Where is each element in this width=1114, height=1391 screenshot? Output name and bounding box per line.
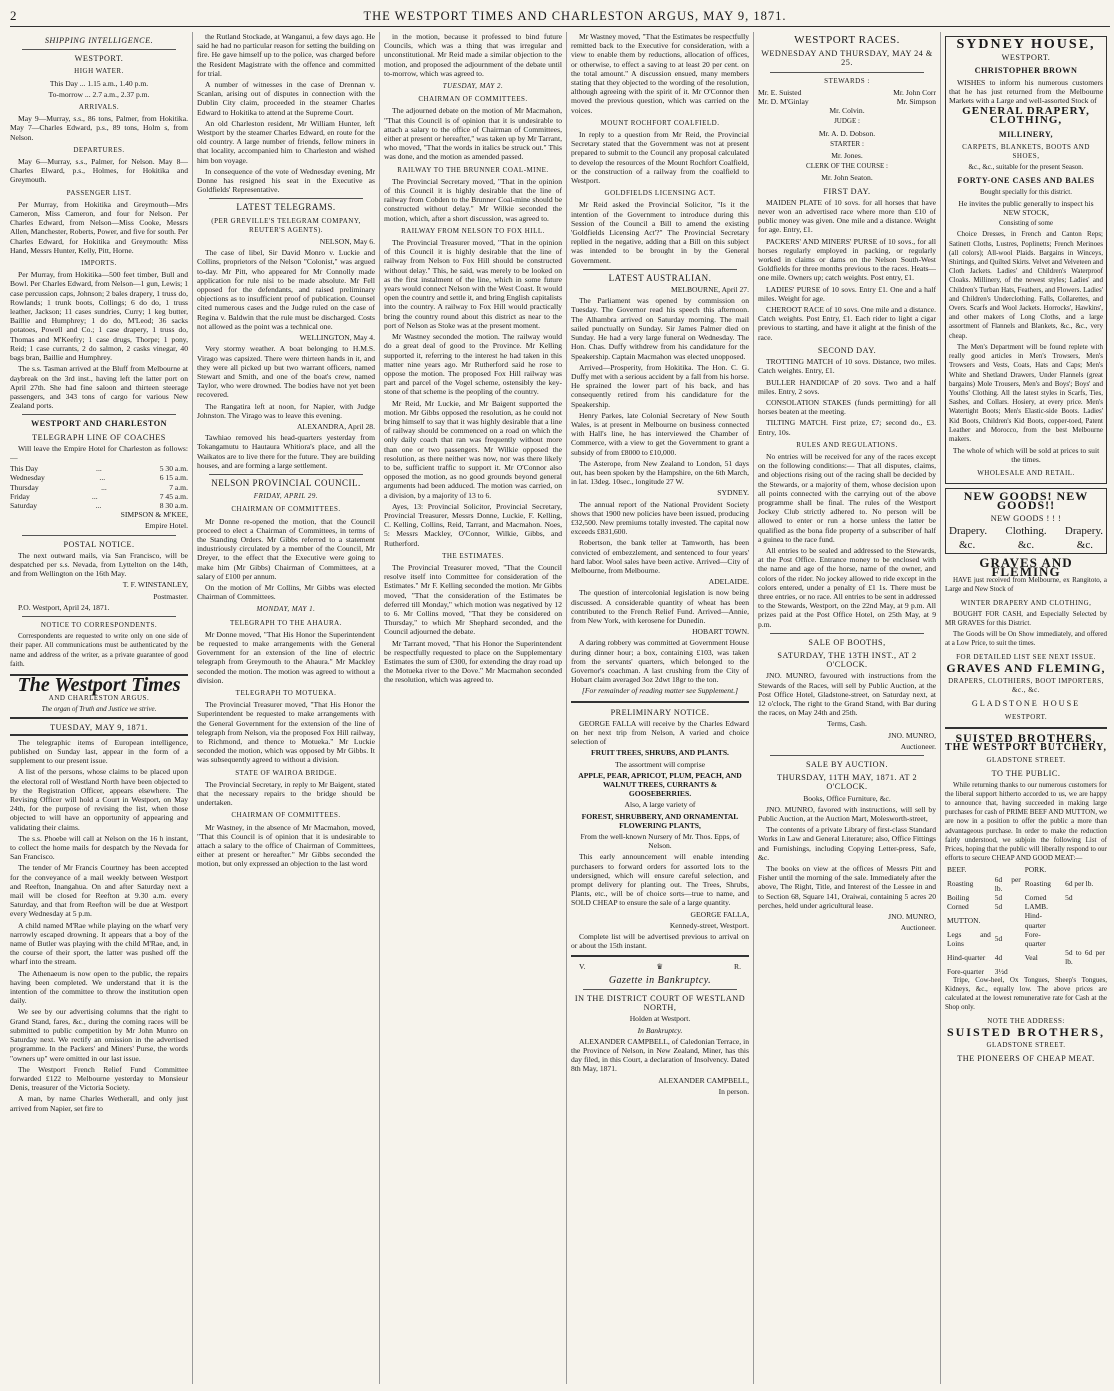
council-text: The Provincial Treasurer moved, "That the Council resolve itself into Committee for consideration of the Estimates." Mr F. Kelling seconded the motion. Mr Gibbs moved, "That the consideration of the Estimates be deferred till Monday," which motion was negatived by 12 to 6. Mr Collins moved, "That they be considered on Thursday," to which Mr Shephard seconded, and the Council adjourned the debate. <box>384 562 562 637</box>
masthead: THE WESTPORT TIMES AND CHARLESTON ARGUS, MAY 9, 1871. <box>363 8 787 23</box>
paper-subtitle: AND CHARLESTON ARGUS. <box>48 694 150 703</box>
coach-signature-place: Empire Hotel. <box>144 521 188 531</box>
stewards-row: Mr. D. M'Ginlay Mr. Simpson <box>758 97 936 107</box>
sydney-house-wholesale: WHOLESALE AND RETAIL. <box>977 468 1075 477</box>
editorial-paragraph: A man, by name Charles Wetherall, and only just arrived from Napier, set fire to <box>10 1094 188 1113</box>
preliminary-heading: APPLE, PEAR, APRICOT, PLUM, PEACH, AND WALNUT TREES, CURRANTS & GOOSEBERRIES. <box>578 770 742 799</box>
sydney-house-headline: GENERAL DRAPERY, CLOTHING, <box>962 105 1090 127</box>
clerk-name: Mr. John Seaton. <box>821 173 873 183</box>
booths-terms: Terms, Cash. <box>827 719 867 729</box>
preliminary-signature: GEORGE FALLA, <box>690 909 749 919</box>
column-rule <box>753 32 754 1384</box>
editorial-paragraph: The Westport French Relief Fund Committee forwarded £122 to Melbourne yesterday to Monsieur Denis, treasurer of the Victoria Society. <box>10 1064 188 1093</box>
high-water-today: This Day ... 1.15 a.m., 1.40 p.m. <box>49 78 149 88</box>
judge-name: Mr. A. D. Dobson. <box>818 128 876 138</box>
telegrams-title: LATEST TELEGRAMS. <box>236 202 336 213</box>
race-entry: PACKERS' AND MINERS' PURSE of 10 sovs., for all horses regularly employed in packing, or regularly worked in claims or dams on the Nelson South-West Goldfields for three months previous to the races. Heats—one mile. Owners up; catch weights. Post entry, £1. <box>758 236 936 283</box>
gladstone-house: GLADSTONE HOUSE <box>971 699 1081 709</box>
departures-title: DEPARTURES. <box>73 145 125 154</box>
coach-row: Saturday ... 8 30 a.m. <box>10 500 188 510</box>
steward-name: Mr. Colvin. <box>829 106 865 116</box>
sydney-house-text: He invites the public generally to inspect his NEW STOCK, <box>958 198 1094 218</box>
council-subtitle: MOUNT ROCHFORT COALFIELD. <box>600 118 720 127</box>
dateline: ALEXANDRA, April 28. <box>296 421 375 431</box>
australian-text: The annual report of the National Provident Society shows that 1900 new policies have been issued, producing £32,500. New premiums totally invested. The capital now exceeds £831,600. <box>571 499 749 537</box>
page-header <box>10 6 1110 27</box>
shipping-title: SHIPPING INTELLIGENCE. <box>44 36 154 45</box>
rules-text: No entries will be received for any of the races except on the following conditions:— That all disputes, claims, and objections rising out of the racing shall be decided by the Stewards, or a majority of them, whose decision upon all points connected with the carrying out of the above programme shall be final. The rules of the Westport Jockey Club strictly adhered to. No person will be allowed to enter or run a horse unless the latter be qualified as the bona fide property of a subscriber of half a guinea to the race fund. <box>758 451 936 544</box>
council-date: FRIDAY, APRIL 29. <box>253 492 319 501</box>
council-text: Mr Donne moved, "That His Honor the Superintendent be requested to make arrangements with the General Government for an extension of the line of electric telegraph from Greymouth to the Ahaura." Mr Mackley seconded the motion. The motion was agreed to without a division. <box>197 629 375 685</box>
graves-fleming-note: FOR DETAILED LIST SEE NEXT ISSUE. <box>956 652 1096 661</box>
council-subtitle: RAILWAY TO THE BRUNNER COAL-MINE. <box>397 165 549 174</box>
sydney-house-cases: FORTY-ONE CASES AND BALES <box>957 176 1095 186</box>
graves-fleming-trade: DRAPERS, CLOTHIERS, BOOT IMPORTERS, &c., &c. <box>948 676 1104 695</box>
arrivals-text: May 9—Murray, s.s., 86 tons, Palmer, from Hokitika. May 7—Charles Edward, p.s., 89 tons, Holm s, from Nelson. <box>10 114 188 142</box>
coach-row: Friday ... 7 45 a.m. <box>10 491 188 501</box>
sydney-house-millinery: MILLINERY, <box>998 129 1054 139</box>
postal-signature-title: Postmaster. <box>153 591 188 601</box>
stewards-row: Mr. E. Suisted Mr. John Corr <box>758 87 936 97</box>
auctioneer-title: Auctioneer. <box>900 741 936 751</box>
editorial-paragraph: The tender of Mr Francis Courtney has been accepted for the conveyance of a mail weekly between Westport and Reefton, Inangahua. On and after Saturday next a mail will be closed for Reefton at 9.30 a.m. every Saturday, and that from Reefton will be due at Westport every Wednesday at 5 p.m. <box>10 863 188 919</box>
council-text: Mr Donne re-opened the motion, that the Council proceed to elect a Chairman of Committees, in terms of the Standing Orders. Mr Gibbs referred to a statement industriously circulated by a member of the Council, Mr Dreyer, to the effect that the Executive were going to make him (Mr Gibbs) Chairman of Committees, at a salary of £100 per annum. <box>197 516 375 581</box>
tasman-note: The s.s. Tasman arrived at the Bluff from Melbourne at daybreak on the 3rd inst., having left the latter port on April 27th. She had fine saloon and thirteen steerage passengers, and 343 tons of cargo for various New Zealand ports. <box>10 364 188 411</box>
auctioneer-name: JNO. MUNRO, <box>888 912 936 922</box>
news-paragraph: A number of witnesses in the case of Drennan v. Scanlan, arising out of disputes in connection with the Dublin City claim, proceeded in the steamer Charles Edward to Hokitika to attend at the Supreme Court. <box>197 80 375 117</box>
crown-icon: ♛ <box>656 962 664 972</box>
australian-text: Henry Parkes, late Colonial Secretary of New South Wales, is at present in Melbourne on business connected with Hall's line, he has interviewed the Chamber of Commerce, with a view to get the Government to grant a subsidy of from £8000 to £10,000. <box>571 410 749 457</box>
australian-text: The question of intercolonial legislation is now being discussed. A considerable quantity of wheat has been contributed to the French Relief Fund. Arrived—Annie, from New York, with kerosene for Dunedin. <box>571 588 749 625</box>
suisted-title: SUISTED BROTHERS, <box>955 730 1097 745</box>
butchery-title: THE WESTPORT BUTCHERY, <box>945 742 1107 753</box>
council-text: in the motion, because it professed to bind future Councils, which was a thing that was irregular and unconstitutional. Mr Reid made a similar objection to the motion, and proposed the adjournment of the debate until to-morrow, which was agreed to. <box>384 32 562 78</box>
preliminary-notice-title: PRELIMINARY NOTICE. <box>610 707 710 717</box>
editorial-paragraph: We see by our advertising columns that the right to Grand Stand, fares, &c., during the coming races will be submitted to public competition by Mr John Munro on Saturday next. We rectify an omission in the advertised programme. In the Packers' and Miners' Purse, the words "owners up" were omitted in our last issue. <box>10 1007 188 1063</box>
council-text: The adjourned debate on the motion of Mr Macmahon, "That this Council is of opinion that it is undesirable to attach a salary to the office of Chairman of Committees, either at present or hereafter," was taken up by Mr Tarrant, who moved, "That the words in italics be struck out." This was done, and the motion as amended passed. <box>384 106 562 162</box>
council-subtitle: TELEGRAPH TO THE AHAURA. <box>230 618 342 627</box>
coach-title: WESTPORT AND CHARLESTON <box>30 419 168 429</box>
editorial-paragraph: The s.s. Phoebe will call at Nelson on the 16 h instant, to collect the home mails for despatch by the Nevada for San Francisco. <box>10 833 188 862</box>
preliminary-heading: FOREST, SHRUBBERY, AND ORNAMENTAL FLOWERING PLANTS, <box>581 811 739 830</box>
sydney-house-text: The whole of which will be sold at prices to suit the times. <box>952 446 1100 465</box>
sydney-house-text: Choice Dresses, in French and Canton Reps; Satinett Cloths, Lustres, Poplinetts; French Merinoes (all colors); All-wool Plaids. Bargains in Winceys, Shirtings, and Quilted Skirts. Velvet and Velveteen and Cloth Jackets. Ladies' and Children's Waterproof Cloaks. Millinery, of the newest styles; Ladies' and Children's Turban Hats, Feathers, and Flowers. Ladies' and Children's Underclothing. Falls, Collarettes, and Overs. Scarfs and Wool Jackets. Horrocks', Hawkins', and other makers of Long Cloths, and a large assortment of Flannels and Blankets, &c., &c., very cheap. <box>949 230 1103 340</box>
royal-cipher: V. ♛ R. <box>579 962 741 972</box>
high-water-tomorrow: To-morrow ... 2.7 a.m., 2.37 p.m. <box>48 89 150 99</box>
dateline: SYDNEY. <box>717 488 749 498</box>
council-text: Mr Reid asked the Provincial Solicitor, "Is it the intention of the Government to introduce during this Session of the Council a Bill to amend the existing 'Goldfields Licensing Act'?" The Provincial Secretary replied in the negative, adding that a Bill on this subject was intended to be brought in by the General Government. <box>571 200 749 265</box>
postal-notice-text: The next outward mails, via San Francisco, will be despatched per s.s. Nevada, from Lyttelton on the 14th, and from Wellington on the 16th May. <box>10 550 188 579</box>
postal-signature: T. F. WINSTANLEY, <box>122 580 188 590</box>
graves-fleming-text: The Goods will be On Show immediately, and offered at a Low Price, to suit the times. <box>945 630 1107 648</box>
column-5 <box>758 32 936 1384</box>
sydney-house-carpets: CARPETS, BLANKETS, BOOTS AND SHOES, <box>962 142 1090 161</box>
council-text: In reply to a question from Mr Reid, the Provincial Secretary stated that the Government was not at present prepared to submit to the Council any proposal calculated to develop the resources of the Mount Rochfort Coalfield, or the construction of a railway from the coalfield to Westport. <box>571 130 749 186</box>
passenger-list-text: Per Murray, from Hokitika and Greymouth—Mrs Cameron, Miss Cameron, and four for Nelson. Per Charles Edward, from Nelson—Miss Cooke, Messrs Allen, Manchester, Roberts, Power, and five for south. Per Charles Edward, for Hokitika and Greymouth: Miss Hand, Messrs Hunter, Kelly, Pitt, Horne. <box>10 199 188 255</box>
council-subtitle: THE ESTIMATES. <box>442 551 504 560</box>
column-4 <box>571 32 749 1384</box>
council-text: Mr Reid, Mr Luckie, and Mr Baigent supported the motion. Mr Gibbs opposed the resolution, as he could not bring himself to say that it was highly desirable that a line of railway should be commenced on a road on which the only daily coach that ran was frequently without more than one or two passengers. Mr Wilkie opposed the resolution, as there neither was now, nor was there likely to be, sufficient traffic to support it. Mr O'Connor also opposed the motion, as no good grounds beyond general arguments had been adduced. The motion was carried, on a division, by a majority of 13 to 6. <box>384 398 562 500</box>
council-date: TUESDAY, MAY 2. <box>442 82 504 91</box>
dateline: ADELAIDE. <box>708 577 749 587</box>
council-text: Ayes, 13: Provincial Solicitor, Provincial Secretary, Provincial Treasurer, Messrs Donne, Luckie, F. Kelling, C. Kelling, Collins, Reid, Tarrant, and Macmahon. Noes, 5: Messrs Mackley, O'Connor, Wilkie, Gibbs, and Rutherford. <box>384 501 562 548</box>
graves-fleming-title: GRAVES AND FLEMING, <box>946 660 1106 675</box>
departures-text: May 6—Murray, s.s., Palmer, for Nelson. May 8—Charles Elward, p.s., Holmes, for Hokitika and Greymouth. <box>10 157 188 185</box>
butchery-text: While returning thanks to our numerous customers for the liberal support hitherto accorded to us, we are happy to announce that, having succeeded in making large purchases for cash of PRIME BEEF AND MUTTON, we are now in a position to offer the public a more than advantageous purchase. In order to make the reduction fairly understood, we subjoin the following List of Prices, hoping that the public will liberally respond to our efforts to secure CHEAP AND GOOD MEAT:— <box>945 780 1107 863</box>
suisted-name: SUISTED BROTHERS, <box>946 1024 1106 1039</box>
auction-subject: Books, Office Furniture, &c. <box>803 793 891 803</box>
dateline: NELSON, May 6. <box>319 237 375 247</box>
preliminary-text: From the well-known Nursery of Mr. Thos. Epps, of Nelson. <box>580 832 740 851</box>
race-entry: BULLER HANDICAP of 20 sovs. Two and a half miles. Entry, 2 sovs. <box>758 377 936 396</box>
race-entry: CONSOLATION STAKES (funds permitting) for all horses beaten at the meeting. <box>758 397 936 417</box>
news-paragraph: In consequence of the vote of Wednesday evening, Mr Donne has resigned his seat in the Executive as Goldfields' Representative. <box>197 166 375 195</box>
court-location: Holden at Westport. <box>629 1014 691 1024</box>
editorial-paragraph: The Athenaeum is now open to the public, the repairs having been completed. We understand that it is the intention of the committee to throw the institution open daily. <box>10 968 188 1006</box>
council-subtitle: CHAIRMAN OF COMMITTEES. <box>231 811 341 820</box>
booths-text: JNO. MUNRO, favoured with instructions from the Stewards of the Races, will sell by Public Auction, at the Post Office Hotel, Gladstone-street, on Saturday next, at 12 o'clock, The right to the Grand Stand, with Bar during the races, on May 24th and 25th. <box>758 671 936 718</box>
column-6 <box>945 32 1107 1384</box>
new-goods-row: &c. &c. &c. <box>959 538 1093 551</box>
coach-row: Wednesday ... 6 15 a.m. <box>10 473 188 483</box>
coach-timetable <box>10 464 188 510</box>
bankruptcy-title: Gazette in Bankruptcy. <box>608 974 712 986</box>
graves-fleming-text: HAVE just received from Melbourne, ex Rangitoto, a Large and New Stock of <box>945 576 1107 594</box>
court-name: IN THE DISTRICT COURT OF WESTLAND NORTH, <box>574 993 746 1013</box>
arrivals-title: ARRIVALS. <box>78 103 120 112</box>
council-text: Mr Wastney seconded the motion. The railway would do a great deal of good to the Province. Mr Kelling supported it, referring to the interest he had taken in this matter nine years ago. Mr Rutherford said he rose to oppose the motion. The proposed Fox Hill railway was part and parcel of the Vogel scheme, ostensibly the key-stone of that scheme is the peopling of the country. <box>384 332 562 397</box>
new-goods-ad <box>945 488 1107 554</box>
rules-title: RULES AND REGULATIONS. <box>796 440 898 449</box>
race-entry: CHEROOT RACE of 10 sovs. One mile and a distance. Catch weights. Post Entry, £1. Each rider to light a cigar previous to starting, and have it alight at the finish of the race. <box>758 305 936 342</box>
issue-date: TUESDAY, MAY 9, 1871. <box>50 722 148 732</box>
butchery-text: Tripe, Cow-heel, Ox Tongues, Sheep's Tongues, Kidneys, &c., equally low. The above prices are calculated at the lowest remunerative rate for Cash at the Shop only. <box>945 975 1107 1012</box>
meat-price-table: BEEF. PORK. Roasting 6d per lb. Roasting 6d per lb. Boiling 5d Corned 5d Corned 5d LAMB. MUTTON. Hind-quarter Legs and Loins 5d Fore-quarter Hind-quarter 4d Veal 5d to 6d per lb. Fore-quarter 3½d <box>947 865 1105 976</box>
day-title: SECOND DAY. <box>817 345 877 355</box>
council-date: MONDAY, MAY 1. <box>256 605 316 614</box>
council-subtitle: STATE OF WAIROA BRIDGE. <box>235 768 337 777</box>
news-paragraph: the Rutland Stockade, at Wanganui, a few days ago. He said he had no particular reason for setting the building on fire. He gave himself up to the police, was charged before the Resident Magistrate with the offence and committed for trial. <box>197 32 375 78</box>
column-rule <box>192 32 193 1384</box>
races-date: WEDNESDAY AND THURSDAY, MAY 24 & 25. <box>761 49 933 68</box>
sydney-house-etc: &c., &c., suitable for the present Season. <box>968 163 1084 172</box>
stewards-title: STEWARDS : <box>824 76 870 85</box>
day-title: FIRST DAY. <box>823 186 871 196</box>
australian-text: Robertson, the bank teller at Tamworth, has been convicted of embezzlement, and sentenced to four years' hard labor. Wool sales have been active. Arrived—City of Melbourne, from Melbourne. <box>571 538 749 575</box>
paper-title: The Westport Times <box>17 673 181 696</box>
auction-text: The books on view at the offices of Messrs Pitt and Fisher until the morning of the sale. Immediately after the above, The Right, Title, and Interest of the Lessee in and to Section 68, Square 141, Oraiwai, containing 5 acres 20 perches, held under agricultural lease. <box>758 864 936 910</box>
new-goods-title: NEW GOODS! NEW GOODS!! <box>963 488 1089 512</box>
race-entry: LADIES' PURSE of 10 sovs. Entry £1. One and a half miles. Weight for age. <box>758 284 936 303</box>
preliminary-text: The assortment will comprise <box>614 759 706 769</box>
race-entry: MAIDEN PLATE of 10 sovs. for all horses that have never won an advertised race where more than £10 of public money was given. One mile and a distance. Weight for age. Entry, £1. <box>758 197 936 235</box>
race-entry: TILTING MATCH. First prize, £7; second do., £3. Entry, 10s. <box>758 418 936 437</box>
column-3 <box>384 32 562 1384</box>
race-entry: TROTTING MATCH of 10 sovs. Distance, two miles. Catch weights. Entry, £1. <box>758 357 936 376</box>
australian-title: LATEST AUSTRALIAN. <box>608 272 712 283</box>
council-subtitle: CHAIRMAN OF COMMITTEES. <box>418 95 528 104</box>
dateline: MELBOURNE, April 27. <box>670 285 749 295</box>
preliminary-text: Complete list will be advertised previous to arrival on or about the 15th instant. <box>571 932 749 951</box>
australian-text: The Parliament was opened by commission on Tuesday. The Governor read his speech this afternoon. The Alhambra arrived on Saturday morning. The mail sailed punctually on Sunday. Sir James Palmer died on Sunday. He had a very large funeral on Wednesday. The Hon. Chas. Duffy withdrew from his candidature for the Speakership. Captain Macmahon was elected unopposed. <box>571 296 749 361</box>
council-subtitle: GOLDFIELDS LICENSING ACT. <box>604 189 716 198</box>
column-rule <box>379 32 380 1384</box>
bankruptcy-label: In Bankruptcy. <box>637 1025 683 1035</box>
column-2 <box>197 32 375 1384</box>
council-text: The Provincial Treasurer moved, "That His Honor the Superintendent be requested to make arrangements with the General Government for the extension of the line of telegraph from Nelson, via the proposed Fox Hill railway, to Richmond, and thence to Motueka." Mr Luckie seconded the motion, which was opposed by Mr Gibbs. It was subsequently agreed to without a division. <box>197 700 375 765</box>
booths-title: SALE OF BOOTHS, <box>808 637 886 647</box>
coach-signature: SIMPSON & M'KEE, <box>120 510 188 520</box>
sydney-house-text: The Men's Department will be found replete with really good articles in Men's Trowsers, Men's Trowsers and Vests, Coats, Hats and Caps; Men's White and Shetland Drawers, Under Flannels (great bargains) Mole Trousers, Men's and Boys'; Boys' and Youths' Clothing. All the latest styles in Scarfs, Ties, Sashes, and Collars. Hosiery, at every price. Men's Watertight Boots; Men's Elastic-side Boots. Ladies' Kid Boots, Children's Kid Boots, copper-toed, Patent Leather and Morocco, from the best Melbourne makers. <box>949 342 1103 443</box>
council-text: Mr Wastney, in the absence of Mr Macmahon, moved, "That this Council is of opinion that it is undesirable to attach a salary to the office of Chairman of Committees, either at present or hereafter." Mr Gibbs seconded the motion, but only expressed an objection to the last word <box>197 822 375 869</box>
australian-text: Arrived—Prosperity, from Hokitika. The Hon. C. G. Duffy met with a serious accident by a fall from his horse. He sprained the lower part of his back, and has consequently retired from his candidature for the Speakership. <box>571 362 749 409</box>
telegram-text: Very stormy weather. A boat belonging to H.M.S. Virago was capsized. There were thirteen hands in it, and they were all picked up but two warrant officers, named Stewart and Smith, and one of the boat's crew, named Taylor, who were drowned. The bodies have not yet been recovered. <box>197 344 375 400</box>
auction-title: SALE BY AUCTION. <box>805 760 889 770</box>
council-text: The Provincial Secretary moved, "That in the opinion of this Council it is highly desirable that the line of railway from Cobden to the Brunner Coal-mine should be constructed without delay." Mr Wilkie seconded the motion, which, after a short discussion, was agreed to. <box>384 176 562 223</box>
races-title: WESTPORT RACES. <box>794 34 900 46</box>
imports-title: IMPORTS. <box>81 259 117 268</box>
telegram-text: The case of libel, Sir David Monro v. Luckie and Collins, proprietors of the Nelson "Colonist," was argued to-day. Mr Pitt, who appeared for Mr Connolly made application for rule nisi to be made absolute. Mr Fell opposed for the defendants, and raised preliminary objections as to insufficient proof of publication. Counsel cited numerous cases and the Judge ruled on the case of Regina v. Baldwin that the rule must be discharged. Costs not allowed as the point was a technical one. <box>197 248 375 331</box>
high-water-title: HIGH WATER. <box>74 67 124 76</box>
auction-text: JNO. MUNRO, favored with instructions, will sell by Public Auction, at the Auction Mart, Molesworth-street, <box>758 804 936 824</box>
column-1 <box>10 32 188 1384</box>
sydney-house-title: SYDNEY HOUSE, <box>956 37 1096 52</box>
postal-date: P.O. Westport, April 24, 1871. <box>18 602 110 612</box>
auction-date: THURSDAY, 11TH MAY, 1871. AT 2 O'CLOCK. <box>776 773 918 792</box>
council-text: Mr Wastney moved, "That the Estimates be respectfully remitted back to the Executive for consideration, with a view to enable them by reductions, allocation of offices, or otherwise, to effect a saving to at least 20 per cent. on the total amount." A discussion ensued, many members stating that they objected to the wording of the resolution, although agreeing with the spirit of it. Mr O'Connor then moved the previous question, which was carried on the voices. <box>571 32 749 115</box>
new-goods-subtitle: NEW GOODS ! ! ! <box>990 514 1062 524</box>
column-rule <box>566 32 567 1384</box>
preliminary-text: This early announcement will enable intending purchasers to forward orders for assorted lots to the undersigned, which will ensure careful selection, and prompt delivery for planting out. The Trees, Shrubs, Plants, etc., will be of choice sorts—true to name, and SOLD CHEAP to ensure the sale of a large quantity. <box>571 852 749 908</box>
starter-label: STARTER : <box>830 139 864 148</box>
auctioneer-title: Auctioneer. <box>900 923 936 933</box>
clerk-label: CLERK OF THE COURSE : <box>806 162 888 171</box>
postal-notice-title: POSTAL NOTICE. <box>63 539 135 549</box>
bankruptcy-signature: ALEXANDER CAMPBELL, <box>658 1075 749 1085</box>
port-name: WESTPORT. <box>74 54 124 64</box>
bankruptcy-signature-note: In person. <box>718 1086 749 1096</box>
editorial-paragraph: The telegraphic items of European intelligence, published on Sunday last, appear in the form of a supplement to our present issue. <box>10 737 188 766</box>
telegrams-subtitle: (PER GREVILLE'S TELEGRAM COMPANY, REUTER'S AGENTS). <box>211 216 361 234</box>
council-text: On the motion of Mr Collins, Mr Gibbs was elected Chairman of Committees. <box>197 582 375 602</box>
auctioneer-name: JNO. MUNRO, <box>888 730 936 740</box>
australian-text: A daring robbery was committed at Government House during dinner hour; a box, containing £103, was taken from the servants' quarters, which belonged to the Governor's coachman. A last crushing from the City of Hobart claim averaged 3oz 2dwt 18gr to the ton. <box>571 638 749 685</box>
booths-date: SATURDAY, THE 13TH INST., AT 2 O'CLOCK. <box>777 650 917 670</box>
editorial-paragraph: A list of the persons, whose claims to be placed upon the electoral roll of Westland North have been objected to by the Registration Officer, appears elsewhere. The Revising Officer will hold a Court in Westport, on May 24th, for the purpose of revising the list, when those objected to will have an opportunity of appearing and validating their claims. <box>10 767 188 832</box>
council-subtitle: CHAIRMAN OF COMMITTEES. <box>231 505 341 514</box>
council-subtitle: TELEGRAPH TO MOTUEKA. <box>235 689 337 697</box>
preliminary-address: Kennedy-street, Westport. <box>669 920 749 930</box>
preliminary-heading: FRUIT TREES, SHRUBS, AND PLANTS. <box>591 748 729 758</box>
pioneers-tagline: THE PIONEERS OF CHEAP MEAT. <box>957 1054 1095 1064</box>
passenger-list-title: PASSENGER LIST. <box>66 188 132 197</box>
news-paragraph: An old Charleston resident, Mr William Hunter, left Westport by the steamer Charles Edward, en route for the old country. A large number of friends, fellow miners in that locality, accompanied him to Charleston and wished him bon voyage. <box>197 118 375 165</box>
rules-text: All entries to be sealed and addressed to the Stewards, at the Post Office. Entrance money to be enclosed with the name and age of the horse, name of the owner, and colors of the rider. No jockey allowed to ride except in the colors entered, under a penalty of £1 1s. There must be three entries, or no race. All entries to be sent in addressed to the Stewards, Westport, on the 22nd May, at 9 p.m. All prizes paid at the Post Office Hotel, on 25th May, at 9 p.m. <box>758 545 936 629</box>
supplement-note: [For remainder of reading matter see Supplement.] <box>581 686 739 696</box>
sydney-house-owner: CHRISTOPHER BROWN <box>974 66 1078 76</box>
coach-subtitle: TELEGRAPH LINE OF COACHES <box>32 432 166 442</box>
column-rule <box>940 32 941 1384</box>
to-the-public: TO THE PUBLIC. <box>991 769 1061 779</box>
dateline: WELLINGTON, May 4. <box>299 333 375 343</box>
sydney-house-bought: Bought specially for this district. <box>980 187 1072 196</box>
council-title: NELSON PROVINCIAL COUNCIL. <box>211 477 361 488</box>
coach-row: This Day ... 5 30 a.m. <box>10 464 188 474</box>
coach-row: Thursday ... 7 a.m. <box>10 482 188 492</box>
sydney-house-text: WISHES to inform his numerous customers that he has just returned from the Melbourne Markets with a Large and well-assorted Stock of <box>949 77 1103 106</box>
auction-text: The contents of a private Library of first-class Standard Works in Law and General Literature; also, Office Fittings and Furnishings, including Copying Letter-press, Safe, &c. <box>758 825 936 862</box>
telegram-text: The Rangatira left at noon, for Napier, with Judge Johnston. The Virago was to leave this evening. <box>197 401 375 420</box>
council-text: Mr Tarrant moved, "That his Honor the Superintendent be respectfully requested to place on the Supplementary Estimates the sum of £300, for extending the dray road up the Motueka river to the Dove." Mr Macmahon seconded the resolution, which was agreed to. <box>384 638 562 685</box>
sydney-house-text: Consisting of some <box>998 219 1054 228</box>
starter-name: Mr. Jones. <box>831 151 863 161</box>
bankruptcy-text: ALEXANDER CAMPBELL, of Caledonian Terrace, in the Province of Nelson, in New Zealand, Miner, has this day filed, in this Court, a declaration of Insolvency. Dated 8th May, 1871. <box>571 1036 749 1074</box>
sydney-house-place: WESTPORT. <box>1001 53 1051 63</box>
page-number: 2 <box>10 8 17 23</box>
address-note: NOTE THE ADDRESS: <box>987 1016 1065 1025</box>
graves-fleming-stock: WINTER DRAPERY AND CLOTHING, <box>960 598 1092 607</box>
preliminary-text: Also, A large variety of <box>624 800 696 810</box>
graves-fleming-title: GRAVES AND FLEMING <box>979 554 1073 579</box>
correspondents-title: NOTICE TO CORRESPONDENTS. <box>40 620 158 629</box>
graves-fleming-place: WESTPORT. <box>1004 712 1048 721</box>
telegram-text: Tawhiao removed his head-quarters yesterday from Tokangamutu to Hautaura Whitiora's place, and all the Waikatos are to live there for the future. They are building houses, and are forming a large settlement. <box>197 433 375 470</box>
australian-text: The Asterope, from New Zealand to London, 51 days out, has been spoken by the Hampshire, on the 6th March, in lat. 13deg. 10sec., longitude 27 W. <box>571 458 749 487</box>
imports-text: Per Murray, from Hokitika—500 feet timber, Bull and Bowl. Per Charles Edward, from Nelson—1 gun, Lewis; 1 case percussion caps, Johnson; 2 bales drapery, 1 truss do, Rowlands; 1 trunk boots, Collings; 6 do do, 1 truss leather, Jackson; 11 cases sundries, Curry; 1 keg butter, Baillie and Humphrey; 1 do do, M'Leod; 36 sacks potatoes, Powell and Co.; 1 case drapery, 1 truss do, Thomas and M'Keefry; 1 case drugs, Thorpe; 1 pony, Reid; 1 case currants, 2 do salmon, 2 casks vinegar, 40 bags bran, Baillie and Humphrey. <box>10 270 188 363</box>
council-subtitle: RAILWAY FROM NELSON TO FOX HILL. <box>401 226 545 235</box>
suisted-street: GLADSTONE STREET. <box>986 1041 1066 1050</box>
judge-label: JUDGE : <box>834 117 860 126</box>
paper-motto: The organ of Truth and Justice we strive. <box>41 705 157 714</box>
council-text: The Provincial Treasurer moved, "That in the opinion of this Council it is highly desirable that the line of railway from Nelson to Fox Hill should be constructed without delay." This, he said, was merely to be looked on as the first instalment of the line, which in some future years would connect Nelson with the West Coast. It would open the country and settle it, and bring English capitalists into the country. A railway to Fox Hill would practically bring the country round about this district as near to the port of Nelson as Stoke was at the present moment. <box>384 238 562 330</box>
council-text: The Provincial Secretary, in reply to Mr Baigent, stated that the necessary repairs to the bridge should be undertaken. <box>197 779 375 808</box>
sydney-house-ad <box>945 36 1107 484</box>
correspondents-text: Correspondents are requested to write only on one side of their paper. All communications must be authenticated by the name and address of the writer, as a private guarantee of good faith. <box>10 632 188 668</box>
editorial-paragraph: A child named M'Rae while playing on the wharf very narrowly escaped drowning. It appears that a boy of the name of Butler was playing with the child M'Rae, and, in the course of their sport, the latter was pushed off the wharf into the stream. <box>10 920 188 967</box>
preliminary-text: GEORGE FALLA will receive by the Charles Edward on her next trip from Nelson, A varied and choice selection of <box>571 718 749 747</box>
dateline: HOBART TOWN. <box>692 627 749 637</box>
new-goods-row: Drapery. Clothing. Drapery. <box>949 525 1103 538</box>
coach-intro: Will leave the Empire Hotel for Charleston as follows:— <box>10 443 188 462</box>
butchery-street: GLADSTONE STREET. <box>986 756 1066 765</box>
graves-fleming-text: BOUGHT FOR CASH, and Especially Selected by MR GRAVES for this District. <box>945 609 1107 627</box>
